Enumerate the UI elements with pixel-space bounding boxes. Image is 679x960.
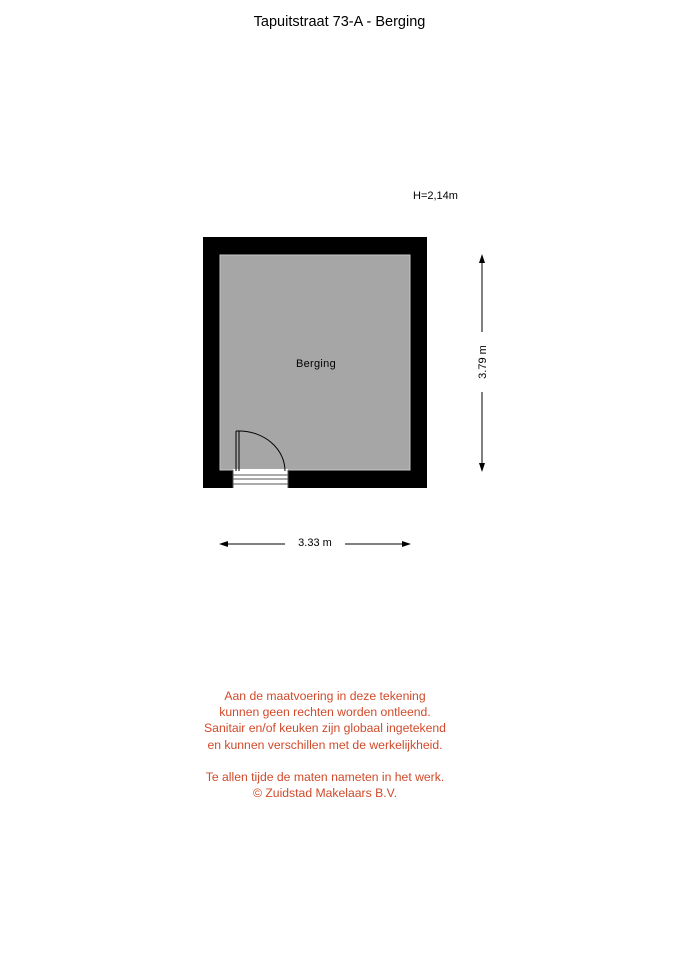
page-title: Tapuitstraat 73-A - Berging bbox=[253, 14, 426, 30]
width-dimension-label: 3.33 m bbox=[285, 536, 345, 550]
disclaimer-text bbox=[0, 688, 650, 801]
disclaimer-line: Sanitair en/of keuken zijn globaal ingetekend bbox=[204, 721, 446, 736]
depth-dimension-label: 3.79 m bbox=[476, 332, 490, 392]
disclaimer-line: Aan de maatvoering in deze tekening bbox=[224, 689, 426, 703]
ceiling-height-label: H=2,14m bbox=[413, 190, 458, 202]
copyright-line: © Zuidstad Makelaars B.V. bbox=[252, 786, 397, 801]
arrow-left-icon bbox=[219, 541, 228, 547]
arrow-down-icon bbox=[479, 463, 485, 472]
disclaimer-line: Te allen tijde de maten nameten in het werk. bbox=[205, 769, 445, 784]
room-name-label: Berging bbox=[295, 358, 336, 370]
disclaimer-line: en kunnen verschillen met de werkelijkheid. bbox=[207, 737, 443, 752]
disclaimer-spacer bbox=[0, 753, 650, 769]
disclaimer-line: kunnen geen rechten worden ontleend. bbox=[219, 705, 431, 720]
arrow-right-icon bbox=[402, 541, 411, 547]
arrow-up-icon bbox=[479, 254, 485, 263]
